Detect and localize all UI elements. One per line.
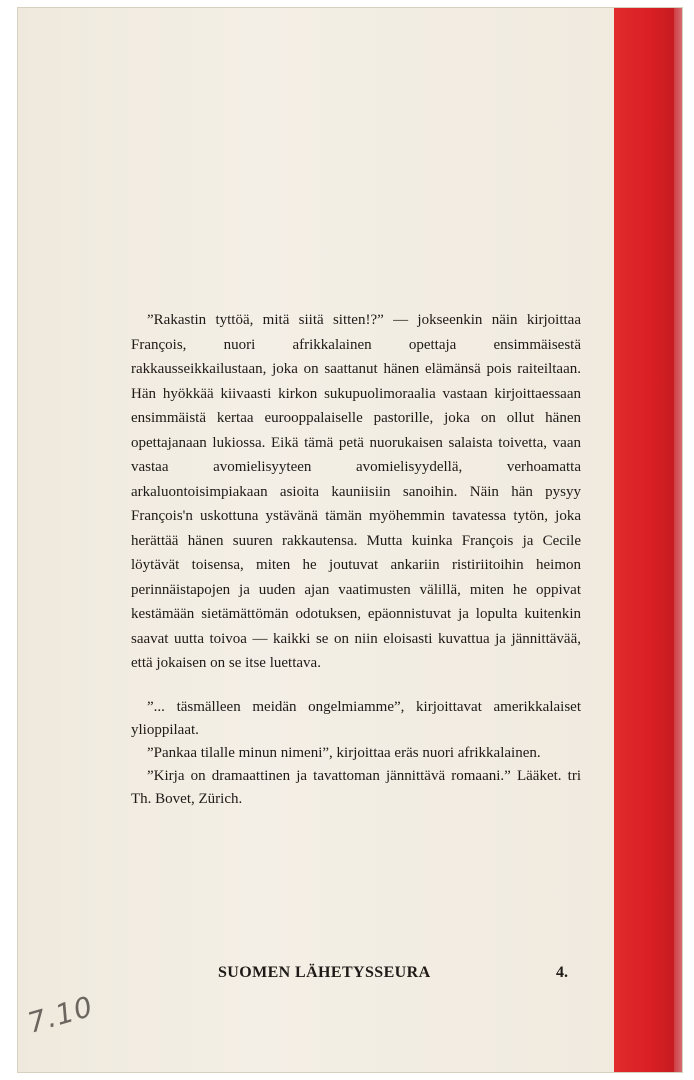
review-quotes <box>131 696 581 811</box>
publisher-name: SUOMEN LÄHETYSSEURA <box>218 964 431 981</box>
back-cover-text <box>131 308 581 811</box>
publisher-footer <box>218 964 568 990</box>
red-spine <box>614 8 682 1072</box>
blurb-paragraph: ”Rakastin tyttöä, mitä siitä sitten!?” — jokseenkin näin kirjoittaa François, nuori afrikkalainen opettaja ensimmäisestä rakkausseikkailustaan, joka on saattanut hänen elämänsä pois raiteiltaan. Hän hyökkää kiivaasti kirkon sukupuolimoraalia vastaan kirjoittaessaan ensimmäistä kertaa eurooppalaiselle pastorille, joka on ollut hänen opettajanaan lukiossa. Eikä tämä petä nuorukaisen salaista toivetta, vaan vastaa avomielisyyteen avomielisyydellä, verhoamatta arkaluontoisimpiakaan asioita kauniisiin sanoihin. Näin hän pysyy François'n uskottuna ystävänä tämän myöhemmin tavatessa tytön, joka herättää hänen suuren rakkautensa. Mutta kuinka François ja Cecile löytävät toisensa, miten he joutuvat ankariin ristiriitoihin heimon perinnäistapojen ja uuden ajan vaatimusten välillä, miten he oppivat kestämään sietämättömän odotuksen, epäonnistuvat ja lopulta kuitenkin saavat uutta toivoa — kaikki se on niin eloisasti kuvattua ja jännittävää, että jokaisen on se itse luettava. <box>131 312 581 671</box>
volume-number: 4. <box>556 964 568 981</box>
spine-edge <box>674 8 682 1072</box>
quote-1: ”... täsmälleen meidän ongelmiamme”, kirjoittavat amerikkalaiset ylioppilaat. <box>131 698 581 738</box>
handwritten-price: 7.10 <box>24 989 97 1040</box>
quote-3: ”Kirja on dramaattinen ja tavattoman jännittävä romaani.” Lääket. tri Th. Bovet, Zürich. <box>131 767 581 807</box>
quote-2: ”Pankaa tilalle minun nimeni”, kirjoittaa eräs nuori afrikkalainen. <box>147 744 541 761</box>
